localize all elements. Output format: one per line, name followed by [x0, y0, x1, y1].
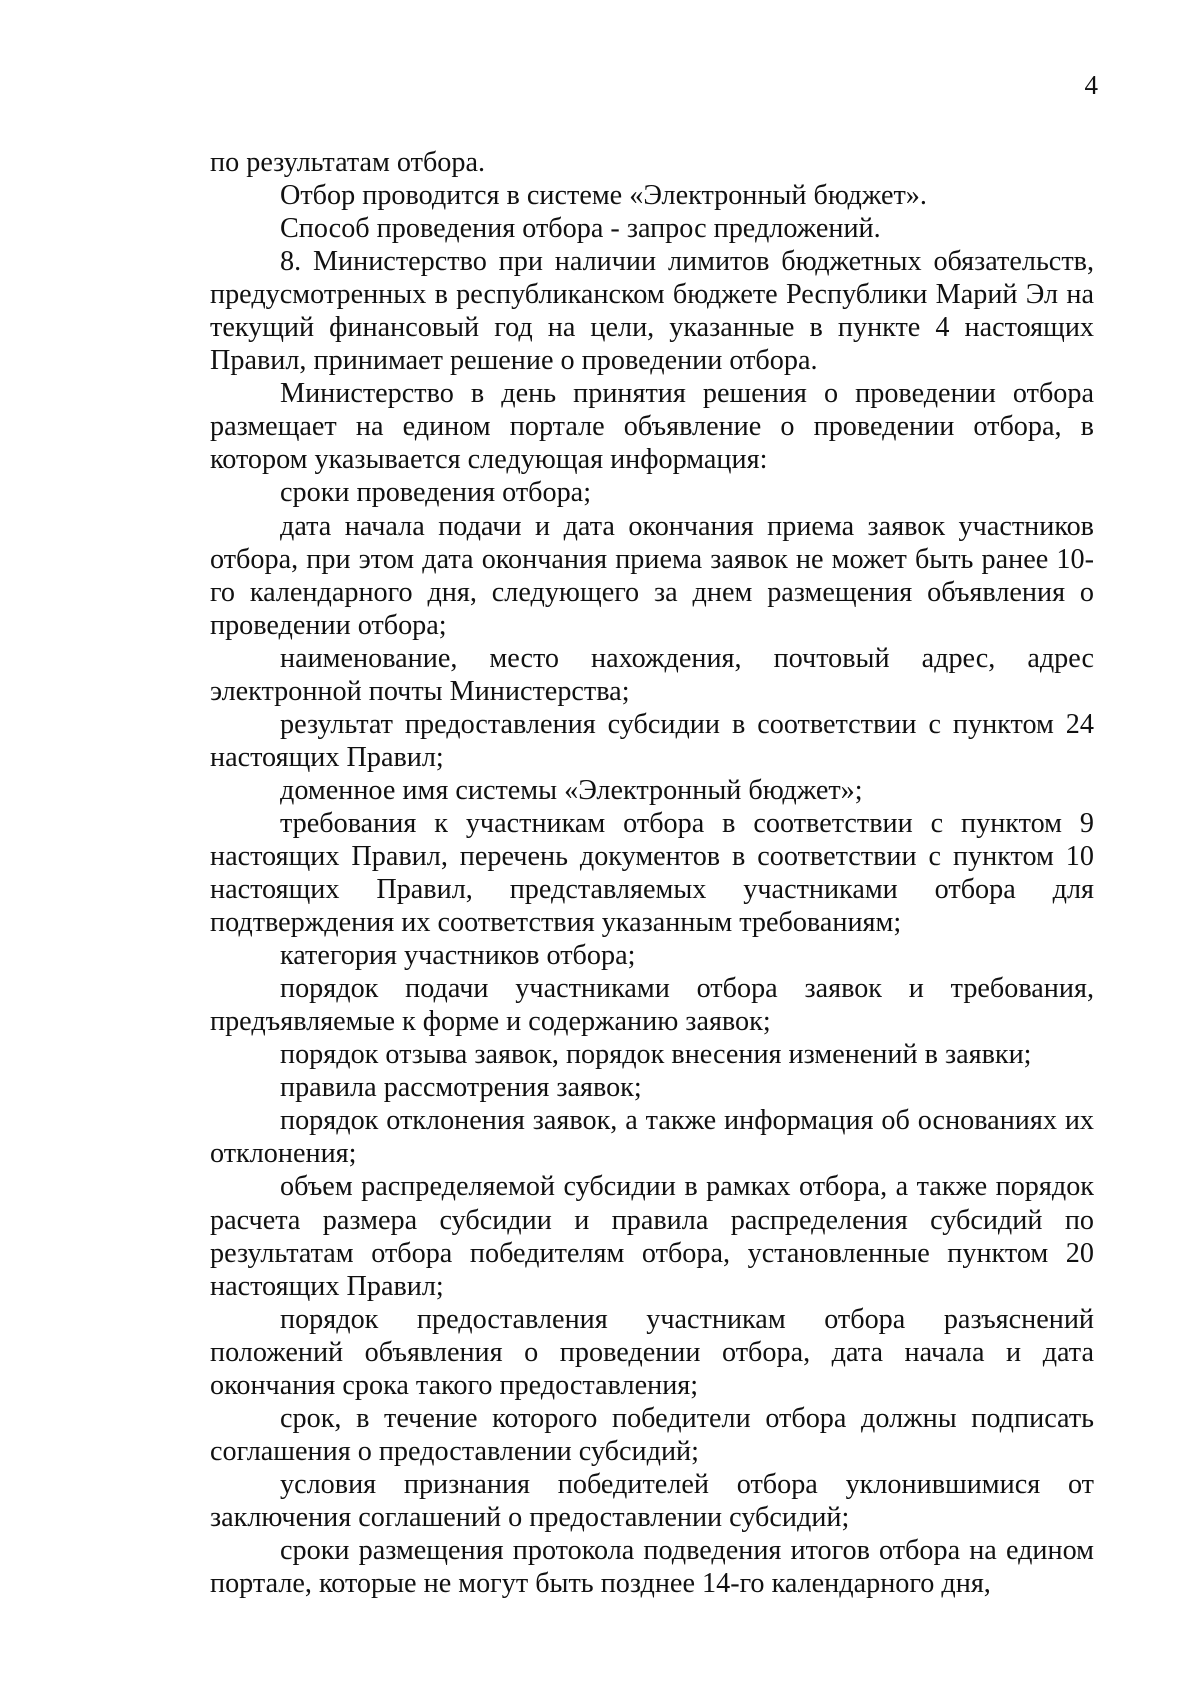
paragraph: порядок отзыва заявок, порядок внесения изменений в заявки;: [280, 1039, 1032, 1071]
paragraph: Способ проведения отбора - запрос предложений.: [280, 213, 881, 245]
paragraph: сроки проведения отбора;: [280, 477, 592, 509]
paragraph: порядок подачи участниками отбора заявок и требования, предъявляемые к форме и содержанию заявок;: [210, 973, 1094, 1038]
paragraph: результат предоставления субсидии в соответствии с пунктом 24 настоящих Правил;: [210, 708, 1094, 773]
paragraph: наименование, место нахождения, почтовый адрес, адрес электронной почты Министерства;: [210, 642, 1094, 707]
paragraph: требования к участникам отбора в соответствии с пунктом 9 настоящих Правил, перечень документов в соответствии с пунктом 10 настоящих Правил, представляемых участниками отбора для подтверждения их соответствия указанным требованиям;: [210, 807, 1094, 939]
paragraph: доменное имя системы «Электронный бюджет»;: [280, 774, 863, 806]
paragraph: дата начала подачи и дата окончания приема заявок участников отбора, при этом дата окончания приема заявок не может быть ранее 10-го календарного дня, следующего за днем размещения объявления о проведении отбора;: [210, 510, 1094, 641]
paragraph: Отбор проводится в системе «Электронный бюджет».: [280, 180, 927, 212]
document-body: [210, 146, 1094, 1600]
paragraph: срок, в течение которого победители отбора должны подписать соглашения о предоставлении субсидий;: [210, 1402, 1094, 1467]
paragraph: объем распределяемой субсидии в рамках отбора, а также порядок расчета размера субсидии и правила распределения субсидий по результатам отбора победителям отбора, установленные пунктом 20 настоящих Правил;: [210, 1171, 1094, 1302]
paragraph: Министерство в день принятия решения о проведении отбора размещает на едином портале объявление о проведении отбора, в котором указывается следующая информация:: [210, 378, 1094, 476]
paragraph: по результатам отбора.: [210, 147, 486, 178]
paragraph: 8. Министерство при наличии лимитов бюджетных обязательств, предусмотренных в республиканском бюджете Республики Марий Эл на текущий финансовый год на цели, указанные в пункте 4 настоящих Правил, принимает решение о проведении отбора.: [210, 246, 1094, 377]
page-number: 4: [1084, 70, 1098, 100]
paragraph: правила рассмотрения заявок;: [280, 1072, 642, 1104]
paragraph: категория участников отбора;: [280, 940, 636, 972]
paragraph: порядок отклонения заявок, а также информация об основаниях их отклонения;: [210, 1105, 1094, 1170]
paragraph: сроки размещения протокола подведения итогов отбора на едином портале, которые не могут быть позднее 14-го календарного дня,: [210, 1534, 1094, 1600]
paragraph: порядок предоставления участникам отбора разъяснений положений объявления о проведении отбора, дата начала и дата окончания срока такого предоставления;: [210, 1303, 1094, 1401]
paragraph: условия признания победителей отбора уклонившимися от заключения соглашений о предоставлении субсидий;: [210, 1468, 1094, 1533]
